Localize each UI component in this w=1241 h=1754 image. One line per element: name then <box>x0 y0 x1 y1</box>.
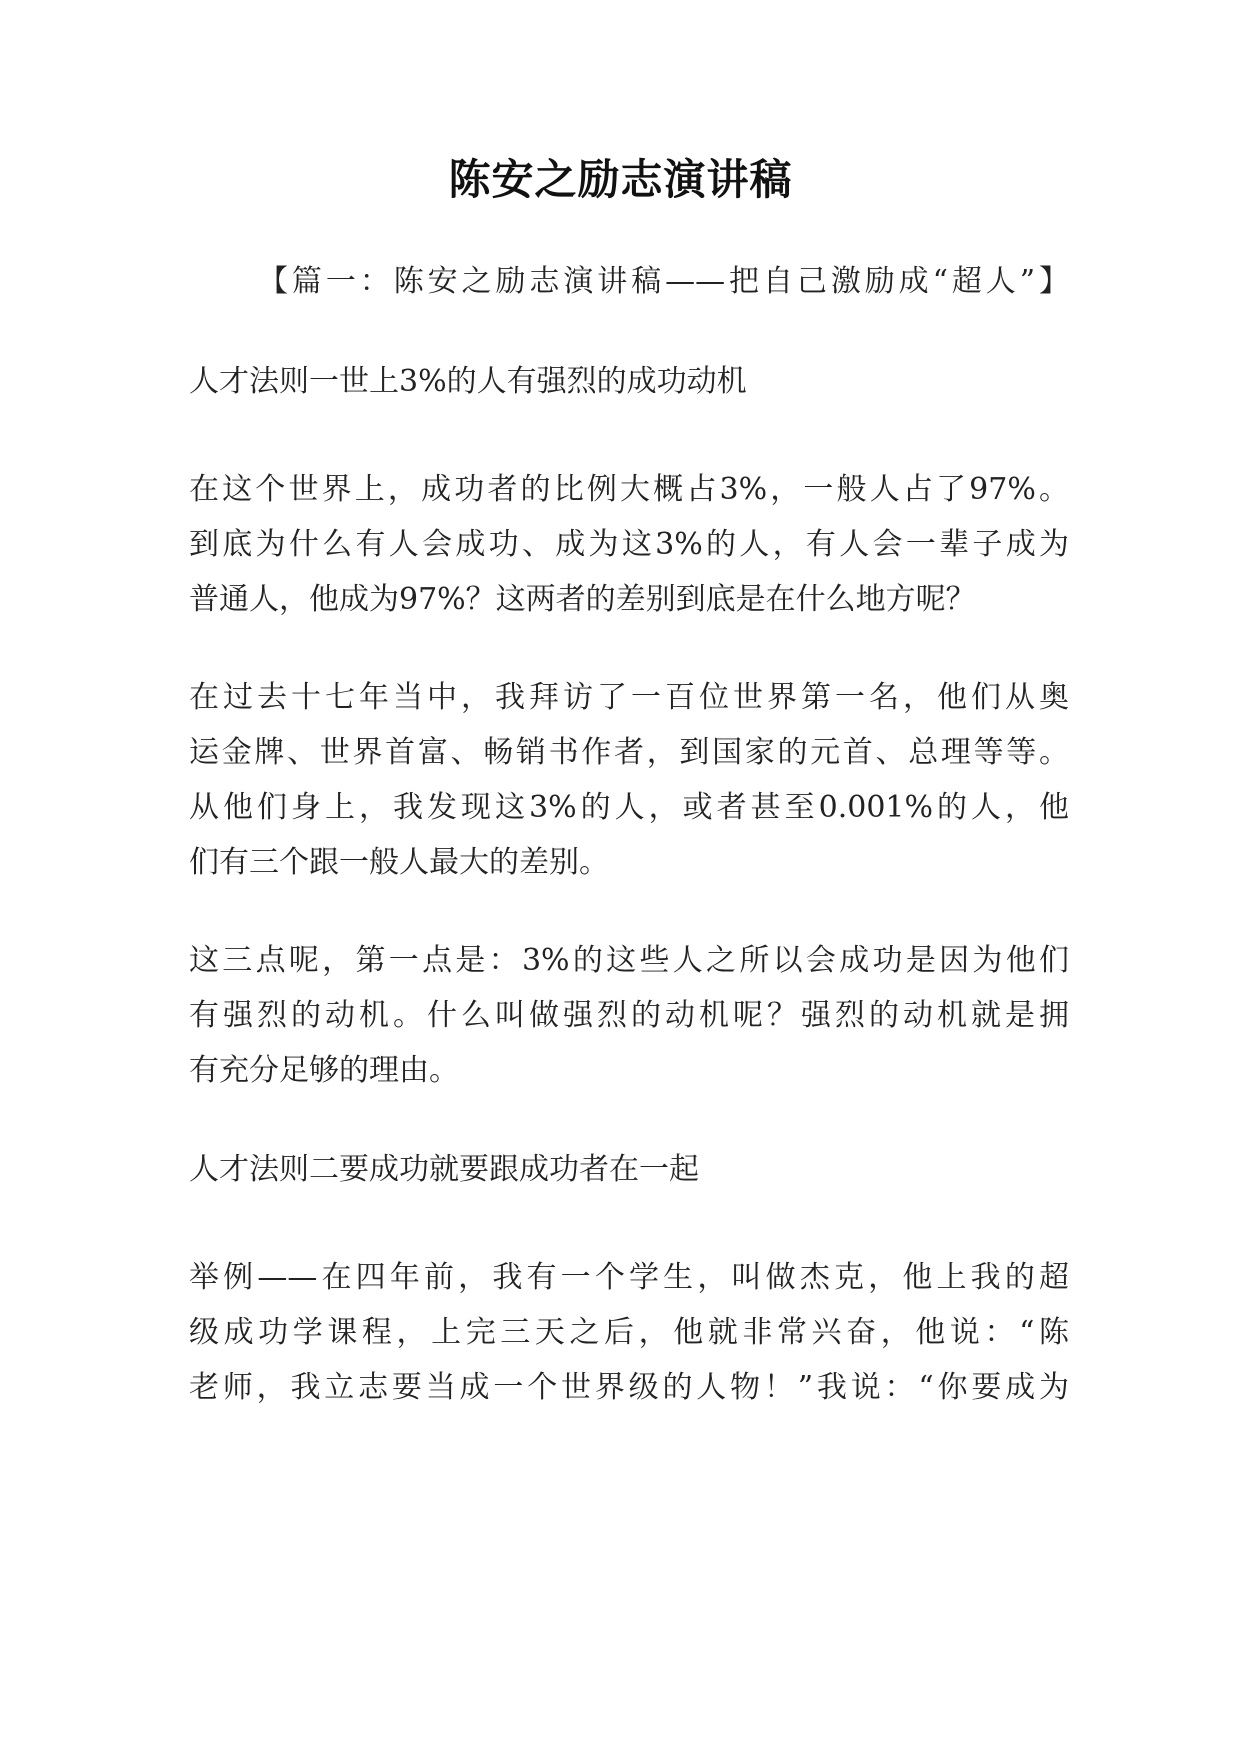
paragraph-line: 这三点呢，第一点是：3%的这些人之所以会成功是因为他们 <box>189 943 1069 978</box>
paragraph-line: 从他们身上，我发现这3%的人，或者甚至0.001%的人，他 <box>189 790 1069 825</box>
document-title: 陈安之励志演讲稿 <box>448 155 793 204</box>
paragraph-line: 有强烈的动机。什么叫做强烈的动机呢？强烈的动机就是拥 <box>189 998 1069 1033</box>
paragraph-line: 级成功学课程，上完三天之后，他就非常兴奋，他说：“陈 <box>189 1315 1069 1350</box>
paragraph-heading: 人才法则一世上3%的人有强烈的成功动机 <box>189 364 747 399</box>
paragraph-line: 们有三个跟一般人最大的差别。 <box>189 845 609 880</box>
paragraph-line: 在过去十七年当中，我拜访了一百位世界第一名，他们从奥 <box>189 680 1069 715</box>
paragraph-line: 到底为什么有人会成功、成为这3%的人，有人会一辈子成为 <box>189 527 1069 562</box>
paragraph-line: 运金牌、世界首富、畅销书作者，到国家的元首、总理等等。 <box>189 735 1069 770</box>
paragraph-line: 举例——在四年前，我有一个学生，叫做杰克，他上我的超 <box>189 1260 1069 1295</box>
section-heading: 【篇一：陈安之励志演讲稿——把自己激励成“超人”】 <box>258 264 1069 299</box>
paragraph-heading: 人才法则二要成功就要跟成功者在一起 <box>189 1152 699 1187</box>
paragraph-line: 老师，我立志要当成一个世界级的人物！”我说：“你要成为 <box>189 1370 1069 1405</box>
paragraph-line: 有充分足够的理由。 <box>189 1053 459 1088</box>
paragraph-line: 普通人，他成为97%？这两者的差别到底是在什么地方呢？ <box>189 582 976 617</box>
paragraph-line: 在这个世界上，成功者的比例大概占3%，一般人占了97%。 <box>189 472 1069 507</box>
